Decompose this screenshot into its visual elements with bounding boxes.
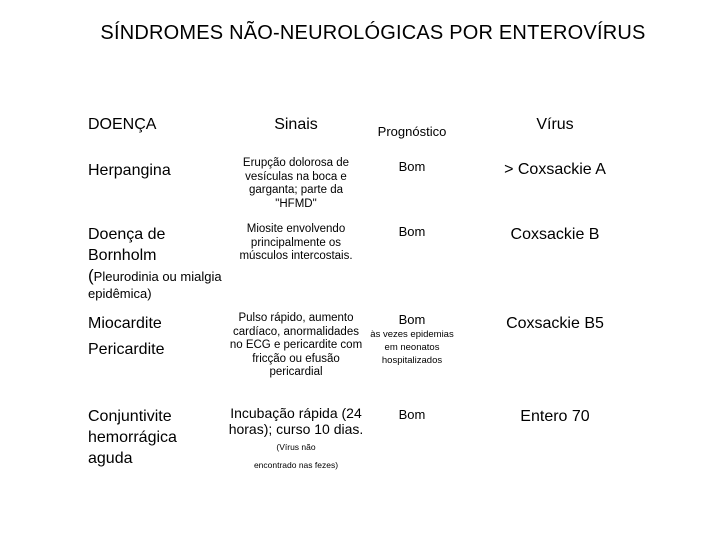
disease-cell: Doença de Bornholm (88, 226, 166, 264)
header-disease: DOENÇA (88, 116, 157, 133)
virus-cell: Coxsackie B5 (506, 315, 604, 332)
disease-line-2: Pericardite (88, 341, 165, 358)
header-virus: Vírus (536, 116, 574, 133)
virus-cell: > Coxsackie A (504, 161, 606, 178)
signs-cell (228, 405, 364, 455)
prognosis-cell: Bom (398, 159, 426, 174)
disease-cell: Conjuntivite hemorrágica aguda (88, 408, 177, 467)
virus-cell: Coxsackie B (510, 226, 600, 243)
signs-note: (Vírus não (276, 442, 316, 452)
disease-subtext: Pleurodinia ou mialgia epidêmica) (88, 269, 222, 301)
header-signs: Sinais (274, 116, 318, 133)
prognosis-cell: Bom (398, 407, 426, 422)
prognosis-cell: Bom (398, 224, 426, 239)
page-title: SÍNDROMES NÃO-NEUROLÓGICAS POR ENTEROVÍRUS (100, 22, 646, 44)
disease-paren: ( (88, 266, 94, 285)
signs-note-end: encontrado nas fezes) (253, 460, 339, 470)
disease-subnote (88, 267, 288, 302)
disease-cell: Herpangina (88, 162, 171, 179)
signs-main: Incubação rápida (24 horas); curso 10 dias. (228, 405, 364, 437)
prognosis-cell: Bom (398, 312, 426, 327)
signs-cell: Pulso rápido, aumento cardíaco, anormalidades no ECG e pericardite com fricção ou efusão pericardial (229, 312, 363, 378)
virus-cell: Entero 70 (520, 408, 590, 425)
signs-cell: Miosite envolvendo principalmente os músculos intercostais. (239, 223, 353, 262)
disease-line-1: Miocardite (88, 315, 162, 332)
prognosis-note: às vezes epidemias em neonatos hospitalizados (370, 329, 454, 366)
signs-cell: Erupção dolorosa de vesículas na boca e garganta; parte da "HFMD" (242, 157, 350, 210)
header-prognosis: Prognóstico (377, 124, 447, 139)
